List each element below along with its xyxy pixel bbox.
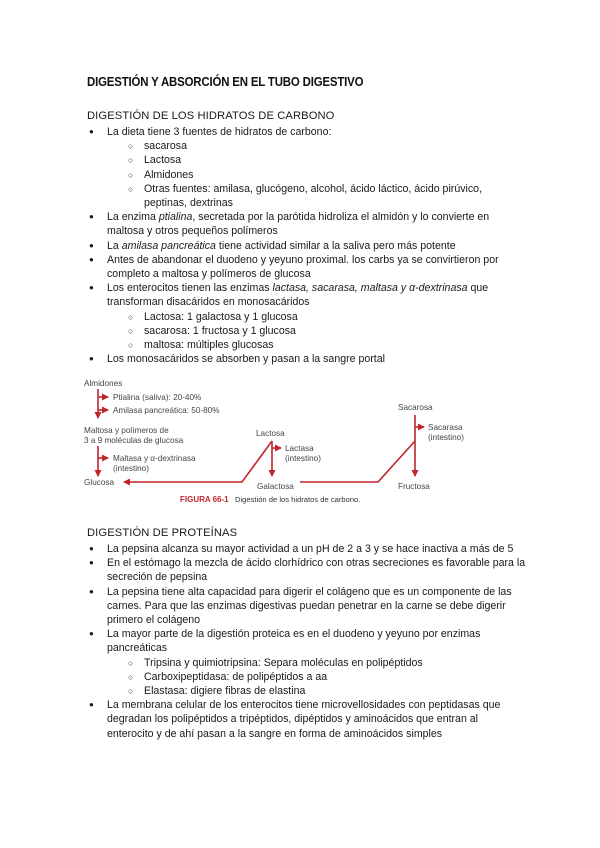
label-sacarasa-2: (intestino)	[428, 433, 464, 442]
list-item: ● La pepsina tiene alta capacidad para digerir el colágeno que es un componente de las carnes. Para que las enzimas digestivas puedan penetrar en la carne se debe digerir primero el colágeno	[87, 585, 527, 628]
label-maltosa-2: 3 a 9 moléculas de glucosa	[84, 436, 184, 445]
list-item: ● En el estómago la mezcla de ácido clorhídrico con otras secreciones es favorable para la secreción de pepsina	[87, 556, 527, 584]
proteins-heading: DIGESTIÓN DE PROTEÍNAS	[87, 527, 238, 539]
label-maltasa-2: (intestino)	[113, 464, 149, 473]
carbs-list	[87, 125, 527, 366]
list-item: ● La dieta tiene 3 fuentes de hidratos de carbono:	[87, 125, 527, 139]
label-lactasa-2: (intestino)	[285, 454, 321, 463]
label-galactosa: Galactosa	[257, 482, 294, 491]
sub-list-item: ○ maltosa: múltiples glucosas	[87, 338, 527, 352]
list-item: ● Antes de abandonar el duodeno y yeyuno proximal. los carbs ya se convirtieron por completo a maltosa y polímeros de glucosa	[87, 253, 527, 281]
label-ptialina: Ptialina (saliva): 20-40%	[113, 393, 202, 402]
label-fructosa: Fructosa	[398, 482, 430, 491]
list-item: ● La mayor parte de la digestión proteica es en el duodeno y yeyuno por enzimas pancreáticas	[87, 627, 527, 655]
list-item: ● Los monosacáridos se absorben y pasan a la sangre portal	[87, 352, 527, 366]
carb-digestion-figure	[80, 376, 520, 512]
label-sacarasa-1: Sacarasa	[428, 423, 463, 432]
label-glucosa: Glucosa	[84, 478, 115, 487]
sub-list-item: ○ Lactosa: 1 galactosa y 1 glucosa	[87, 310, 527, 324]
list-item: ● La membrana celular de los enterocitos tiene microvellosidades con peptidasas que degradan los polipéptidos a tripéptidos, dipéptidos y aminoácidos que entran al enterocito y de ahí pasan a la sangre en forma de aminoácidos simples	[87, 698, 527, 741]
label-lactasa-1: Lactasa	[285, 444, 314, 453]
sub-list-item: ○ Elastasa: digiere fibras de elastina	[87, 684, 527, 698]
figure-caption-label: FIGURA 66-1	[180, 495, 229, 504]
list-item: ● Los enterocitos tienen las enzimas lactasa, sacarasa, maltasa y α-dextrinasa que transforman disacáridos en monosacáridos	[87, 281, 527, 309]
figure-diagram	[80, 376, 520, 512]
sub-list-item: ○ Lactosa	[87, 153, 527, 167]
proteins-list	[87, 542, 527, 741]
sub-list-item: ○ Carboxipeptidasa: de polipéptidos a aa	[87, 670, 527, 684]
sub-list-item: ○ sacarosa	[87, 139, 527, 153]
sub-list-item: ○ Otras fuentes: amilasa, glucógeno, alcohol, ácido láctico, ácido pirúvico, peptinas, dextrinas	[87, 182, 527, 210]
label-amilasa: Amilasa pancreática: 50-80%	[113, 406, 220, 415]
figure-caption-text: Digestión de los hidratos de carbono.	[235, 495, 361, 504]
label-lactosa: Lactosa	[256, 429, 285, 438]
carbs-heading: DIGESTIÓN DE LOS HIDRATOS DE CARBONO	[87, 110, 335, 122]
sub-list-item: ○ sacarosa: 1 fructosa y 1 glucosa	[87, 324, 527, 338]
label-almidones: Almidones	[84, 379, 123, 388]
sub-list-item: ○ Almidones	[87, 168, 527, 182]
list-item: ● La enzima ptialina, secretada por la parótida hidroliza el almidón y lo convierte en maltosa y otros pequeños polímeros	[87, 210, 527, 238]
list-item: ● La amilasa pancreática tiene actividad similar a la saliva pero más potente	[87, 239, 527, 253]
list-item: ● La pepsina alcanza su mayor actividad a un pH de 2 a 3 y se hace inactiva a más de 5	[87, 542, 527, 556]
label-maltasa-1: Maltasa y α-dextrinasa	[113, 454, 196, 463]
label-sacarosa: Sacarosa	[398, 403, 433, 412]
label-maltosa-1: Maltosa y polímeros de	[84, 426, 169, 435]
page-title: DIGESTIÓN Y ABSORCIÓN EN EL TUBO DIGESTIVO	[87, 74, 364, 89]
sub-list-item: ○ Tripsina y quimiotripsina: Separa moléculas en polipéptidos	[87, 656, 527, 670]
